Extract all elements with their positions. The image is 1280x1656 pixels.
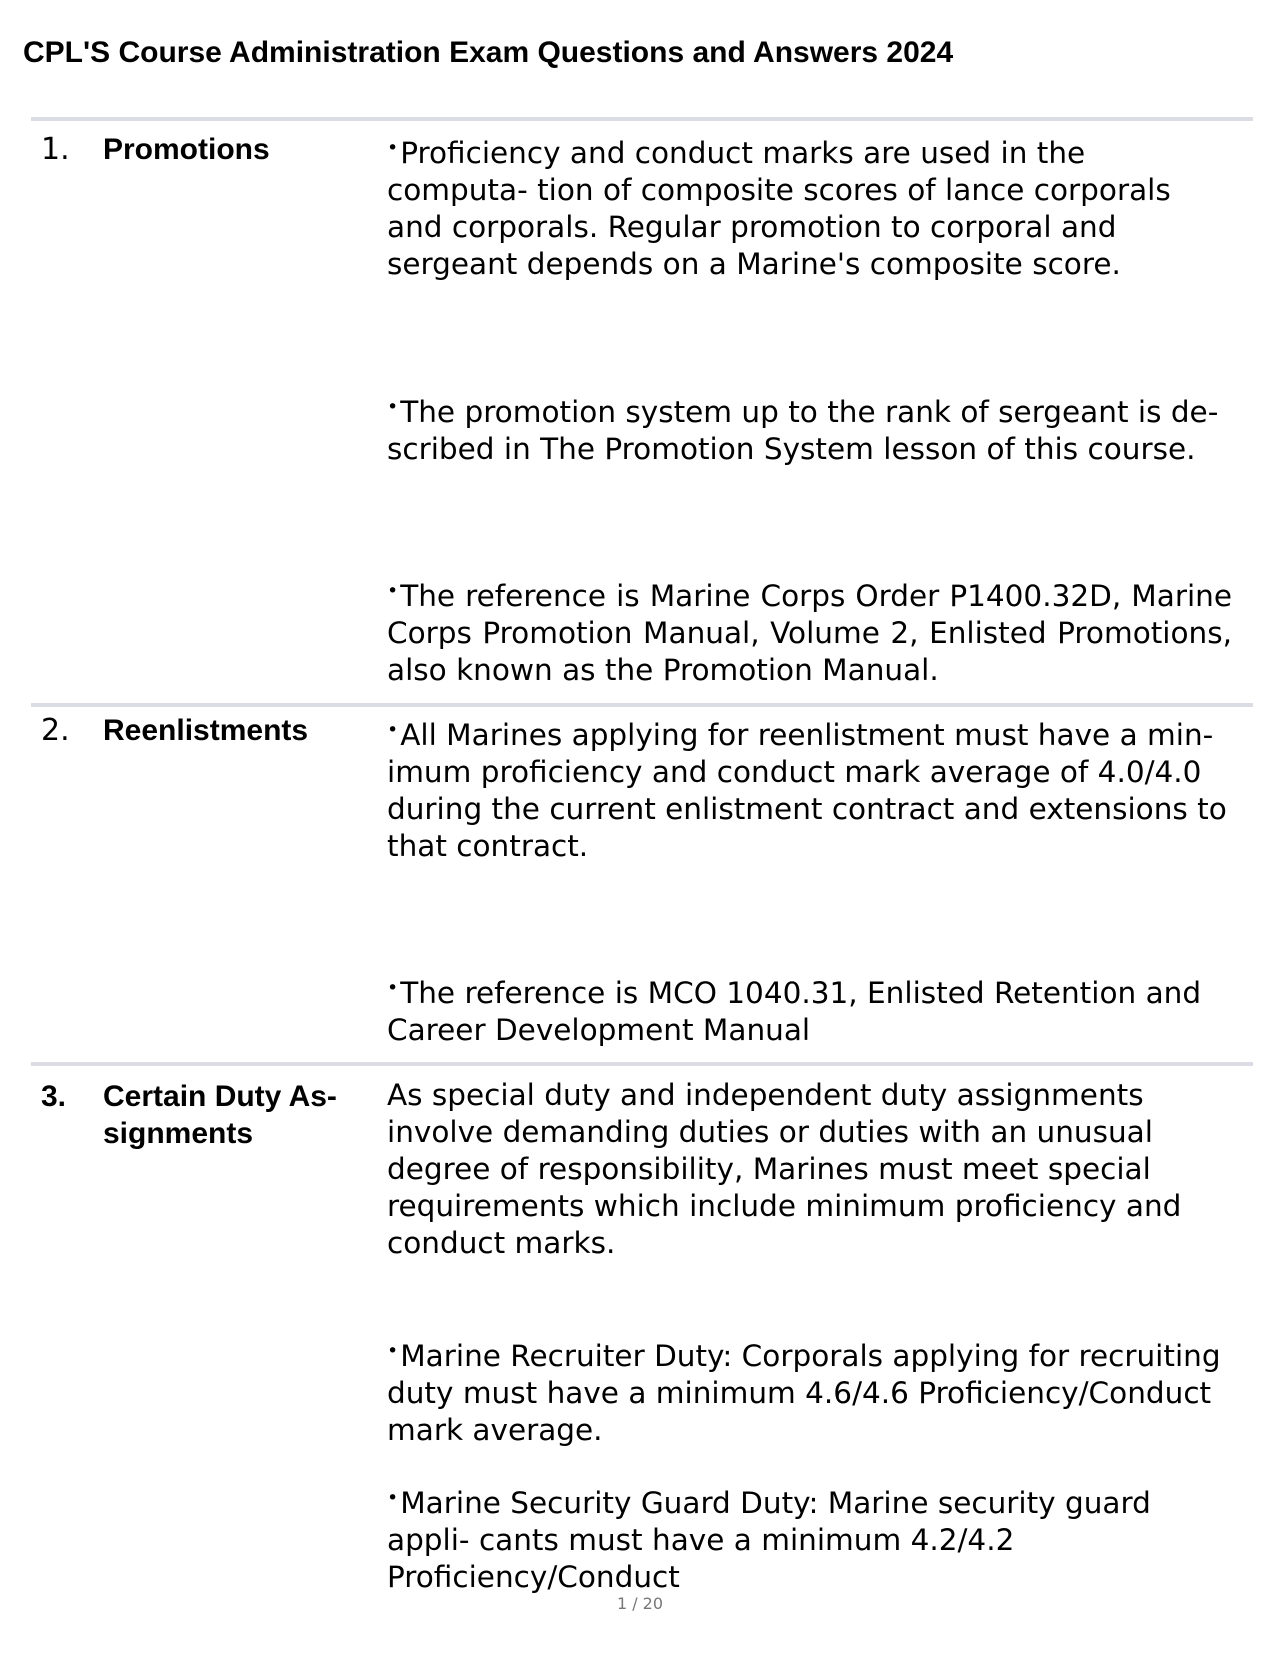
item-term: Promotions [103, 133, 270, 166]
bullet-icon: • [387, 977, 399, 999]
bullet-icon: • [387, 137, 399, 159]
document-title: CPL'S Course Administration Exam Questions and Answers 2024 [23, 36, 954, 69]
row-divider [31, 117, 1253, 121]
item-number: 3. [41, 1080, 67, 1113]
answer-paragraph: •Marine Security Guard Duty: Marine security guard appli- cants must have a minimum 4.2/4.2 Proficiency/Conduct [387, 1486, 1151, 1594]
item-term: Reenlistments [103, 714, 309, 747]
answer-paragraph: •Proficiency and conduct marks are used in the computa- tion of composite scores of lance corporals and corporals. Regular promotion to corporal and sergeant depends on a Marine's composite score. [387, 136, 1171, 281]
answer-paragraph: •The reference is MCO 1040.31, Enlisted Retention and Career Development Manual [387, 976, 1202, 1047]
row-divider [31, 703, 1253, 707]
item-number: 2. [41, 713, 70, 748]
bullet-icon: • [387, 1487, 399, 1509]
bullet-icon: • [387, 580, 399, 602]
answer-paragraph: •Marine Recruiter Duty: Corporals applying for recruiting duty must have a minimum 4.6/4.6 Proficiency/Conduct mark average. [387, 1339, 1221, 1447]
page-indicator: 1 / 20 [616, 1594, 664, 1613]
answer-paragraph: As special duty and independent duty assignments involve demanding duties or duties with an unusual degree of responsibility, Marines must meet special requirements which include minimum proficiency and conduct marks. [387, 1078, 1182, 1260]
item-number: 1. [41, 132, 70, 167]
row-divider [31, 1062, 1253, 1066]
bullet-icon: • [387, 1340, 399, 1362]
bullet-icon: • [387, 396, 399, 418]
answer-paragraph: •The reference is Marine Corps Order P1400.32D, Marine Corps Promotion Manual, Volume 2, Enlisted Promotions, also known as the Promotion Manual. [387, 579, 1232, 687]
answer-paragraph: •All Marines applying for reenlistment must have a min- imum proficiency and conduct mark average of 4.0/4.0 during the current enlistment contract and extensions to that contract. [387, 718, 1227, 863]
item-term: Certain Duty As- signments [103, 1080, 337, 1150]
bullet-icon: • [387, 719, 399, 741]
answer-paragraph: •The promotion system up to the rank of sergeant is de- scribed in The Promotion System lesson of this course. [387, 395, 1219, 466]
